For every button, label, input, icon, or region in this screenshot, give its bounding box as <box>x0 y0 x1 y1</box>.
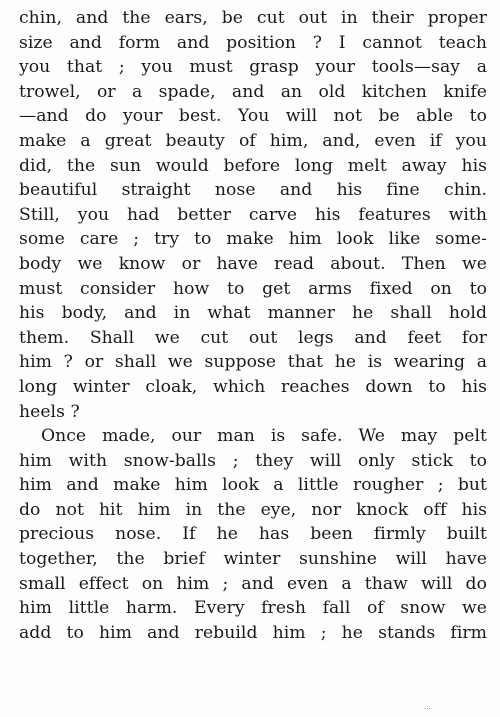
text-line: do not hit him in the eye, nor knock off his <box>19 499 487 520</box>
text-line: —and do your best. You will not be able to <box>19 106 487 127</box>
text-line: him ? or shall we suppose that he is wearing a <box>19 352 487 373</box>
text-line: them. Shall we cut out legs and feet for <box>19 327 487 348</box>
text-line: his body, and in what manner he shall hold <box>19 303 487 324</box>
text-line: Still, you had better carve his features with <box>19 204 487 225</box>
text-line: long winter cloak, which reaches down to his <box>19 376 487 397</box>
text-line: chin, and the ears, be cut out in their proper <box>19 8 487 28</box>
footer-mark: ··· <box>424 706 431 712</box>
paragraph-1 <box>19 6 487 424</box>
text-line: beautiful straight nose and his fine chin. <box>19 180 487 201</box>
text-line: some care ; try to make him look like some- <box>19 229 487 250</box>
text-line: body we know or have read about. Then we <box>19 253 487 274</box>
text-line: him and make him look a little rougher ; but <box>19 475 487 496</box>
text-line: add to him and rebuild him ; he stands firm <box>19 622 487 643</box>
text-line: together, the brief winter sunshine will have <box>19 549 487 570</box>
text-line: make a great beauty of him, and, even if you <box>19 130 487 151</box>
paragraph-2 <box>19 424 487 645</box>
text-line: small effect on him ; and even a thaw will do <box>19 573 487 594</box>
text-line: heels ? <box>19 401 80 422</box>
text-line: him little harm. Every fresh fall of snow we <box>19 598 487 619</box>
text-line: size and form and position ? I cannot teach <box>19 32 487 53</box>
text-line: Once made, our man is safe. We may pelt <box>41 426 487 447</box>
text-line: precious nose. If he has been firmly built <box>19 524 487 545</box>
text-line: trowel, or a spade, and an old kitchen knife <box>19 81 487 102</box>
text-line: you that ; you must grasp your tools—say a <box>19 57 487 78</box>
body-text <box>19 6 487 645</box>
text-line: did, the sun would before long melt away his <box>19 155 487 176</box>
text-line: him with snow-balls ; they will only stick to <box>19 450 487 471</box>
text-line: must consider how to get arms fixed on to <box>19 278 487 299</box>
